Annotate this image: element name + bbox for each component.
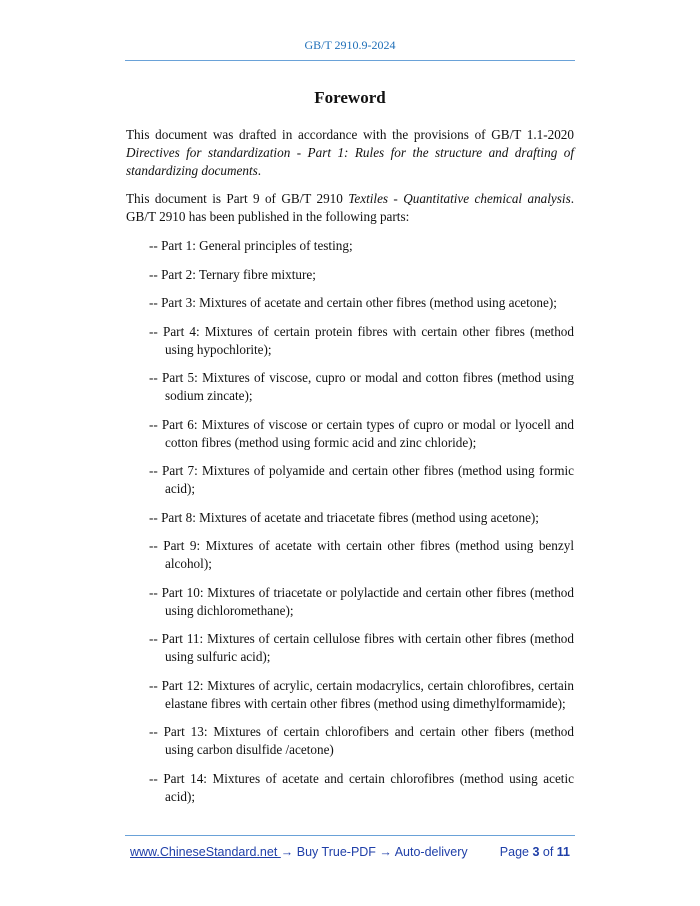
page-title: Foreword [314, 88, 386, 107]
part-item: -- Part 1: General principles of testing; [149, 238, 353, 253]
header-divider [125, 60, 575, 61]
series-lead: This document is Part 9 of GB/T 2910 [126, 191, 349, 206]
part-item: -- Part 2: Ternary fibre mixture; [149, 266, 316, 282]
page-label: Page [499, 845, 533, 859]
footer-promo [130, 845, 468, 859]
part-item: -- Part 3: Mixtures of acetate and certain other fibres (method using acetone); [149, 295, 557, 310]
part-item: -- Part 6: Mixtures of viscose or certain types of cupro or modal or lyocell and cotton fibres (method using formic acid and zinc chloride); [149, 416, 574, 450]
page-current: 3 [532, 845, 540, 859]
drafting-lead: This document was drafted in accordance with the provisions of GB/T 1.1-2020 [126, 127, 574, 142]
part-item: -- Part 4: Mixtures of certain protein fibres with certain other fibres (method using hypochlorite); [149, 323, 574, 357]
drafting-directive-title: Directives for standardization - Part 1: Rules for the structure and drafting of standardizing documents [126, 145, 574, 178]
part-item: -- Part 5: Mixtures of viscose, cupro or modal and cotton fibres (method using sodium zincate); [149, 370, 574, 403]
part-item: -- Part 11: Mixtures of certain cellulose fibres with certain other fibres (method using sulfuric acid); [149, 631, 574, 664]
part-item: -- Part 10: Mixtures of triacetate or polylactide and certain other fibres (method using dichloromethane); [149, 584, 574, 618]
page-of: of [539, 845, 557, 859]
page-indicator [500, 845, 570, 859]
footer-divider [125, 835, 575, 836]
part-item: -- Part 12: Mixtures of acrylic, certain modacrylics, certain chlorofibres, certain elastane fibres with certain other fibres (method using dimethylformamide); [149, 677, 574, 711]
part-item: -- Part 13: Mixtures of certain chlorofibers and certain other fibers (method using carbon disulfide /acetone) [149, 724, 574, 757]
part-item: -- Part 8: Mixtures of acetate and triacetate fibres (method using acetone); [149, 509, 539, 525]
running-header: GB/T 2910.9-2024 [304, 38, 396, 52]
series-paragraph [126, 190, 574, 226]
series-title: Textiles - Quantitative chemical analysis [348, 191, 571, 206]
page-total: 11 [556, 845, 570, 859]
part-item: -- Part 14: Mixtures of acetate and certain chlorofibres (method using acetic acid); [149, 770, 574, 804]
drafting-tail: . [257, 163, 262, 178]
series-tail: . GB/T 2910 has been published in the following parts: [126, 191, 574, 224]
part-item: -- Part 7: Mixtures of polyamide and certain other fibres (method using formic acid); [149, 463, 574, 496]
part-item: -- Part 9: Mixtures of acetate with certain other fibres (method using benzyl alcohol); [149, 538, 574, 571]
promo-text: → Buy True-PDF → Auto-delivery [280, 845, 468, 859]
parts-list [126, 237, 574, 806]
site-link[interactable]: www.ChineseStandard.net [130, 845, 281, 859]
drafting-paragraph [126, 126, 574, 180]
foreword-body [126, 126, 574, 816]
